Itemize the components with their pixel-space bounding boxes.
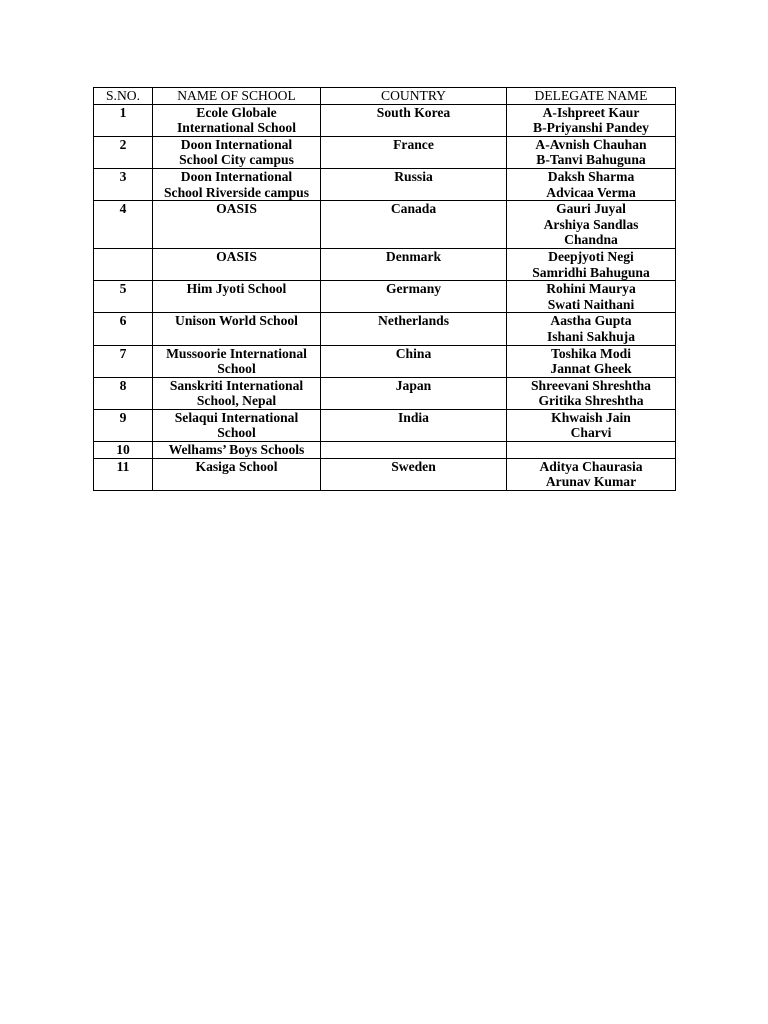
table-row bbox=[94, 377, 676, 409]
cell-school-name bbox=[153, 458, 321, 490]
cell-school-name bbox=[153, 281, 321, 313]
table-row bbox=[94, 248, 676, 280]
school-name-line: Mussoorie International bbox=[166, 345, 307, 361]
cell-country: France bbox=[321, 136, 507, 168]
school-name-line: Welhams’ Boys Schools bbox=[168, 442, 305, 458]
cell-sno: 7 bbox=[94, 345, 153, 377]
cell-sno: 5 bbox=[94, 281, 153, 313]
cell-sno: 6 bbox=[94, 313, 153, 345]
delegate-name: A-Avnish Chauhan bbox=[535, 136, 647, 152]
cell-delegate-names bbox=[507, 136, 676, 168]
table-header-row bbox=[94, 88, 676, 105]
cell-sno: 10 bbox=[94, 442, 153, 459]
cell-country: Germany bbox=[321, 281, 507, 313]
cell-sno: 3 bbox=[94, 168, 153, 200]
cell-sno: 4 bbox=[94, 201, 153, 249]
cell-country: India bbox=[321, 409, 507, 441]
cell-sno: 1 bbox=[94, 104, 153, 136]
cell-country bbox=[321, 442, 507, 459]
school-name-line: Him Jyoti School bbox=[186, 281, 287, 297]
cell-country: Netherlands bbox=[321, 313, 507, 345]
table-row bbox=[94, 458, 676, 490]
cell-delegate-names bbox=[507, 248, 676, 280]
school-name-line: OASIS bbox=[216, 201, 257, 217]
delegate-name: Khwaish Jain bbox=[551, 409, 631, 425]
cell-delegate-names bbox=[507, 377, 676, 409]
cell-sno: 9 bbox=[94, 409, 153, 441]
cell-school-name bbox=[153, 409, 321, 441]
cell-sno: 11 bbox=[94, 458, 153, 490]
school-name-line: School bbox=[217, 425, 256, 441]
delegate-name: Charvi bbox=[570, 425, 612, 441]
school-name-line: OASIS bbox=[216, 248, 257, 264]
cell-country: South Korea bbox=[321, 104, 507, 136]
cell-delegate-names bbox=[507, 345, 676, 377]
delegate-name: B-Tanvi Bahuguna bbox=[536, 152, 646, 168]
header-country: COUNTRY bbox=[321, 88, 507, 105]
school-name-line: Doon International bbox=[180, 136, 293, 152]
school-name-line: Unison World School bbox=[175, 313, 298, 329]
cell-delegate-names bbox=[507, 458, 676, 490]
cell-school-name bbox=[153, 377, 321, 409]
school-name-line: Kasiga School bbox=[195, 458, 278, 474]
delegate-name: Aastha Gupta bbox=[550, 313, 632, 329]
delegates-table bbox=[93, 87, 676, 491]
delegate-name: Advicaa Verma bbox=[546, 184, 636, 200]
table-row bbox=[94, 409, 676, 441]
cell-delegate-names bbox=[507, 409, 676, 441]
delegate-name: Chandna bbox=[564, 232, 618, 248]
delegate-name: Arunav Kumar bbox=[545, 474, 637, 490]
cell-delegate-names bbox=[507, 442, 676, 459]
table-row bbox=[94, 168, 676, 200]
cell-delegate-names bbox=[507, 104, 676, 136]
table-row bbox=[94, 136, 676, 168]
cell-country: Japan bbox=[321, 377, 507, 409]
delegate-name: Jannat Gheek bbox=[550, 361, 632, 377]
delegate-name: Ishani Sakhuja bbox=[546, 328, 636, 344]
cell-school-name bbox=[153, 136, 321, 168]
cell-country: Russia bbox=[321, 168, 507, 200]
cell-country: Canada bbox=[321, 201, 507, 249]
table-row bbox=[94, 104, 676, 136]
cell-school-name bbox=[153, 104, 321, 136]
table-row bbox=[94, 201, 676, 249]
cell-sno: 8 bbox=[94, 377, 153, 409]
school-name-line: School City campus bbox=[179, 152, 294, 168]
delegate-name: Rohini Maurya bbox=[546, 281, 636, 297]
delegate-name: Shreevani Shreshtha bbox=[531, 377, 651, 393]
cell-school-name bbox=[153, 248, 321, 280]
delegate-name: Deepjyoti Negi bbox=[548, 248, 634, 264]
school-name-line: Selaqui International bbox=[174, 409, 299, 425]
cell-country: Denmark bbox=[321, 248, 507, 280]
delegate-name: B-Priyanshi Pandey bbox=[533, 120, 649, 136]
cell-school-name bbox=[153, 345, 321, 377]
delegate-name: Toshika Modi bbox=[551, 345, 631, 361]
table-row bbox=[94, 345, 676, 377]
cell-delegate-names bbox=[507, 281, 676, 313]
delegate-name: Swati Naithani bbox=[547, 296, 635, 312]
delegate-name: Aditya Chaurasia bbox=[539, 458, 643, 474]
cell-school-name bbox=[153, 168, 321, 200]
cell-delegate-names bbox=[507, 313, 676, 345]
cell-delegate-names bbox=[507, 168, 676, 200]
delegate-name: A-Ishpreet Kaur bbox=[542, 104, 640, 120]
school-name-line: School, Nepal bbox=[196, 393, 277, 409]
table-body bbox=[94, 104, 676, 490]
delegate-name: Gauri Juyal bbox=[556, 201, 626, 217]
cell-sno: 2 bbox=[94, 136, 153, 168]
delegate-name: Arshiya Sandlas bbox=[543, 216, 639, 232]
delegate-name: Gritika Shreshtha bbox=[538, 393, 644, 409]
cell-school-name bbox=[153, 201, 321, 249]
header-school-name: NAME OF SCHOOL bbox=[153, 88, 321, 105]
school-name-line: International School bbox=[177, 120, 296, 136]
cell-country: Sweden bbox=[321, 458, 507, 490]
header-delegate-name: DELEGATE NAME bbox=[507, 88, 676, 105]
delegate-name: Daksh Sharma bbox=[547, 168, 635, 184]
school-name-line: Doon International bbox=[180, 168, 293, 184]
school-name-line: School bbox=[217, 361, 256, 377]
cell-school-name bbox=[153, 313, 321, 345]
delegate-name: Samridhi Bahuguna bbox=[532, 264, 650, 280]
school-name-line: Ecole Globale bbox=[196, 104, 277, 120]
cell-country: China bbox=[321, 345, 507, 377]
table-row bbox=[94, 313, 676, 345]
cell-school-name bbox=[153, 442, 321, 459]
table-row bbox=[94, 281, 676, 313]
school-name-line: Sanskriti International bbox=[169, 377, 304, 393]
cell-sno bbox=[94, 248, 153, 280]
table-row bbox=[94, 442, 676, 459]
header-sno: S.NO. bbox=[94, 88, 153, 105]
cell-delegate-names bbox=[507, 201, 676, 249]
school-name-line: School Riverside campus bbox=[163, 184, 309, 200]
